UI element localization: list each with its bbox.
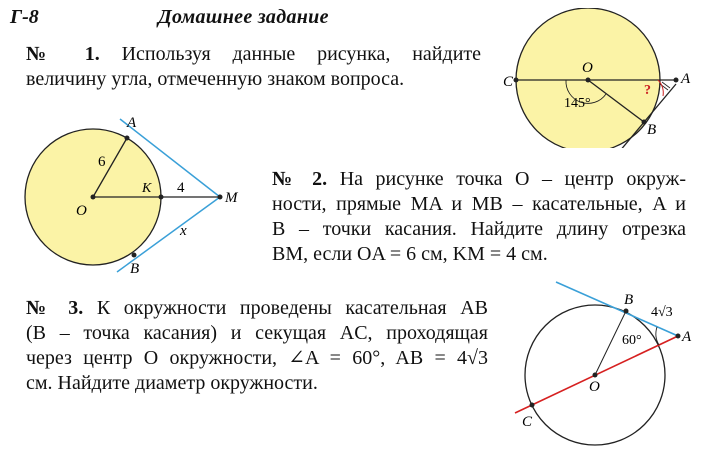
task-2-number: № 2. [272,168,328,190]
task-2-line-3: B – точки касания. Найдите длину отрезка [272,218,686,240]
task-2 [272,167,686,267]
task-3-line-3: через центр O окружности, ∠A = 60°, AB = 4√3 [26,347,488,369]
fig2-label-km: 4 [177,180,185,196]
worksheet-code: Г-8 [10,6,39,28]
task-3 [26,296,488,396]
task-1-line-1-text: Используя данные рисунка, найдите [121,43,482,65]
figure-1 [500,8,700,148]
fig2-label-o: O [76,203,87,219]
fig2-label-m: M [225,190,238,206]
fig1-label-o: O [582,60,593,76]
fig1-question-mark: ? [644,83,651,98]
fig2-label-b: B [130,261,140,277]
task-1-number: № 1. [26,43,100,65]
fig1-label-c: C [503,74,514,90]
fig3-point-o [593,373,598,378]
fig3-label-b: B [624,292,634,308]
task-1-line-2: величину угла, отмеченную знаком вопроса. [26,68,405,90]
task-3-line-1-text: К окружности проведены касательная AB [96,297,488,319]
figure-3 [510,280,715,452]
task-2-line-4: BM, если OA = 6 см, KM = 4 см. [272,243,548,265]
fig3-point-a [676,334,681,339]
fig1-point-c [514,78,519,83]
fig2-label-k: K [142,181,152,196]
fig3-point-b [624,309,629,314]
fig1-angle-label: 145° [564,96,591,111]
task-2-line-2: ности, прямые MA и MB – касательные, A и [272,193,686,215]
fig3-point-c [530,403,535,408]
fig2-point-k [159,195,164,200]
fig1-label-b: B [647,122,657,138]
task-2-line-1 [272,167,686,192]
fig1-label-a: A [681,71,691,87]
fig1-point-b [642,120,647,125]
fig2-point-a [125,136,130,141]
fig1-angle-hatch [662,82,670,88]
fig2-label-bm: x [180,223,187,239]
fig2-point-m [218,195,223,200]
fig2-point-o [91,195,96,200]
header [10,6,510,34]
task-1-line-1 [26,42,481,67]
fig2-label-a: A [127,115,137,131]
task-1 [26,42,481,92]
fig3-label-angle: 60° [622,333,642,348]
fig3-label-a: A [682,329,692,345]
task-3-line-1 [26,296,488,321]
task-2-line-1-text: На рисунке точка O – центр окруж- [339,168,687,190]
task-3-number: № 3. [26,297,84,319]
task-3-line-2: (B – точка касания) и секущая AC, проходящая [26,322,488,344]
fig2-label-oa: 6 [98,154,106,170]
fig3-label-ab: 4√3 [651,305,673,320]
fig1-point-o [586,78,591,83]
figure-2 [20,108,260,278]
fig2-point-b [132,253,137,258]
fig3-label-o: O [589,379,600,395]
worksheet-title: Домашнее задание [158,6,329,28]
fig3-label-c: C [522,414,533,430]
task-3-line-4: см. Найдите диаметр окружности. [26,372,318,394]
fig1-point-a [674,78,679,83]
